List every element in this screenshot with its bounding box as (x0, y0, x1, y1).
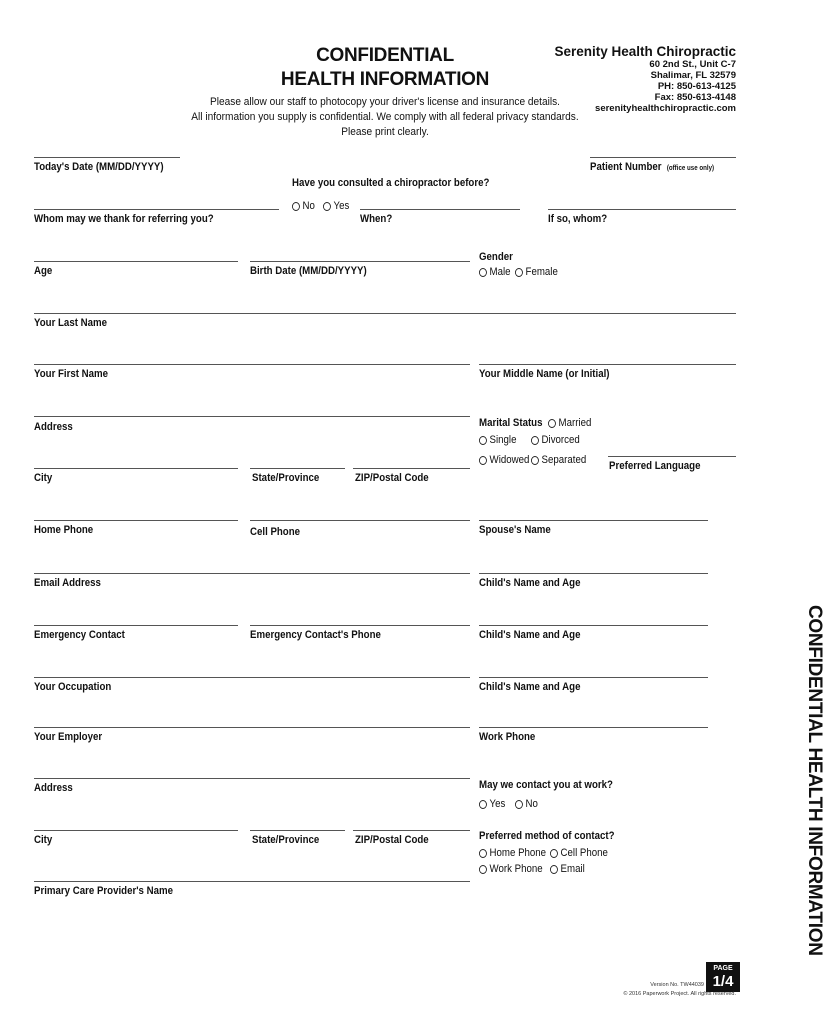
employer-address-label: Address (34, 782, 73, 794)
referral-line[interactable] (34, 209, 279, 210)
last-name-line[interactable] (34, 313, 736, 314)
contact-email-option[interactable]: Email (550, 863, 585, 875)
employer-address-line[interactable] (34, 778, 470, 779)
birth-date-line[interactable] (250, 261, 470, 262)
work-phone-line[interactable] (479, 727, 708, 728)
emergency-contact-line[interactable] (34, 625, 238, 626)
middle-name-line[interactable] (479, 364, 736, 365)
radio-icon[interactable] (323, 202, 331, 211)
employer-line[interactable] (34, 727, 470, 728)
copyright-text: © 2016 Paperwork Project. All rights reserved. (623, 991, 736, 997)
company-address2: Shalimar, FL 32579 (650, 70, 736, 81)
emergency-contact-label: Emergency Contact (34, 629, 125, 641)
intro-line1: Please allow our staff to photocopy your driver's license and insurance details. (210, 96, 560, 108)
work-phone-label: Work Phone (479, 731, 536, 743)
child3-line[interactable] (479, 677, 708, 678)
office-use-note: (office use only) (666, 165, 715, 172)
radio-icon[interactable] (479, 456, 487, 465)
contact-cell-phone-option[interactable]: Cell Phone (550, 847, 608, 859)
employer-state-line[interactable] (250, 830, 345, 831)
child2-label: Child's Name and Age (479, 629, 581, 641)
state-label: State/Province (252, 472, 320, 484)
company-fax: Fax: 850-613-4148 (654, 92, 736, 103)
email-line[interactable] (34, 573, 470, 574)
radio-icon[interactable] (550, 849, 558, 858)
spouse-name-line[interactable] (479, 520, 708, 521)
state-line[interactable] (250, 468, 345, 469)
whom-line[interactable] (548, 209, 736, 210)
radio-icon[interactable] (479, 800, 487, 809)
first-name-label: Your First Name (34, 368, 109, 380)
intro-line3: Please print clearly. (341, 126, 429, 138)
when-label: When? (360, 213, 393, 225)
radio-icon[interactable] (515, 800, 523, 809)
radio-icon[interactable] (515, 268, 523, 277)
primary-care-label: Primary Care Provider's Name (34, 885, 173, 897)
employer-state-label: State/Province (252, 834, 320, 846)
home-phone-label: Home Phone (34, 524, 94, 536)
referral-label: Whom may we thank for referring you? (34, 213, 214, 225)
emergency-phone-line[interactable] (250, 625, 470, 626)
employer-city-line[interactable] (34, 830, 238, 831)
home-phone-line[interactable] (34, 520, 238, 521)
intro-line2: All information you supply is confidential. We comply with all federal privacy standards. (191, 111, 579, 123)
employer-zip-line[interactable] (353, 830, 470, 831)
city-line[interactable] (34, 468, 238, 469)
gender-male-option[interactable]: Male (479, 266, 511, 278)
preferred-language-label: Preferred Language (609, 460, 701, 472)
address-line[interactable] (34, 416, 470, 417)
occupation-label: Your Occupation (34, 681, 112, 693)
contact-at-work-question: May we contact you at work? (479, 779, 613, 791)
city-label: City (34, 472, 53, 484)
marital-status-label: Marital Status (479, 417, 543, 429)
preferred-contact-question: Preferred method of contact? (479, 830, 615, 842)
radio-icon[interactable] (548, 419, 556, 428)
child2-line[interactable] (479, 625, 708, 626)
whom-label: If so, whom? (548, 213, 608, 225)
radio-icon[interactable] (292, 202, 300, 211)
radio-icon[interactable] (479, 865, 487, 874)
todays-date-line[interactable] (34, 157, 180, 158)
first-name-line[interactable] (34, 364, 470, 365)
employer-zip-label: ZIP/Postal Code (355, 834, 429, 846)
patient-number-label: Patient Number (office use only) (590, 161, 715, 173)
company-website: serenityhealthchiropractic.com (595, 103, 736, 114)
todays-date-label: Today's Date (MM/DD/YYYY) (34, 161, 164, 173)
email-label: Email Address (34, 577, 101, 589)
marital-single-option[interactable]: Single (479, 434, 516, 446)
age-label: Age (34, 265, 53, 277)
radio-icon[interactable] (479, 268, 487, 277)
marital-married-option[interactable]: Married (548, 417, 591, 429)
page-number: 1/4 (712, 973, 734, 990)
spouse-name-label: Spouse's Name (479, 524, 551, 536)
last-name-label: Your Last Name (34, 317, 107, 329)
marital-divorced-option[interactable]: Divorced (531, 434, 580, 446)
gender-female-option[interactable]: Female (515, 266, 558, 278)
child1-line[interactable] (479, 573, 708, 574)
age-line[interactable] (34, 261, 238, 262)
gender-label: Gender (479, 251, 513, 263)
company-address1: 60 2nd St., Unit C-7 (649, 59, 736, 70)
consulted-no-option[interactable]: No (292, 200, 315, 212)
version-text: Version No. TW44039 (650, 982, 704, 988)
employer-city-label: City (34, 834, 53, 846)
side-title: CONFIDENTIAL HEALTH INFORMATION (804, 605, 825, 956)
radio-icon[interactable] (479, 849, 487, 858)
contact-work-phone-option[interactable]: Work Phone (479, 863, 543, 875)
company-phone: PH: 850-613-4125 (657, 81, 736, 92)
company-block (554, 44, 736, 114)
zip-label: ZIP/Postal Code (355, 472, 429, 484)
marital-separated-option[interactable]: Separated (531, 454, 586, 466)
middle-name-label: Your Middle Name (or Initial) (479, 368, 610, 380)
page-label: PAGE (713, 965, 733, 972)
radio-icon[interactable] (479, 436, 487, 445)
contact-at-work-no-option[interactable]: No (515, 798, 538, 810)
birth-date-label: Birth Date (MM/DD/YYYY) (250, 265, 367, 277)
consulted-yes-option[interactable]: Yes (323, 200, 349, 212)
form-title-line1: CONFIDENTIAL (316, 45, 454, 66)
page-number-box (706, 962, 740, 992)
cell-phone-label: Cell Phone (250, 526, 301, 538)
form-title-line2: HEALTH INFORMATION (280, 69, 490, 90)
company-name: Serenity Health Chiropractic (554, 44, 736, 59)
radio-icon[interactable] (531, 456, 539, 465)
zip-line[interactable] (353, 468, 470, 469)
primary-care-line[interactable] (34, 881, 470, 882)
contact-home-phone-option[interactable]: Home Phone (479, 847, 546, 859)
patient-number-line[interactable] (590, 157, 736, 158)
child1-label: Child's Name and Age (479, 577, 581, 589)
marital-widowed-option[interactable]: Widowed (479, 454, 529, 466)
radio-icon[interactable] (531, 436, 539, 445)
address-label: Address (34, 421, 73, 433)
when-line[interactable] (360, 209, 520, 210)
child3-label: Child's Name and Age (479, 681, 581, 693)
consulted-question: Have you consulted a chiropractor before? (292, 177, 490, 189)
emergency-phone-label: Emergency Contact's Phone (250, 629, 381, 641)
occupation-line[interactable] (34, 677, 470, 678)
cell-phone-line[interactable] (250, 520, 470, 521)
contact-at-work-yes-option[interactable]: Yes (479, 798, 505, 810)
preferred-language-line[interactable] (608, 456, 736, 457)
employer-label: Your Employer (34, 731, 103, 743)
radio-icon[interactable] (550, 865, 558, 874)
